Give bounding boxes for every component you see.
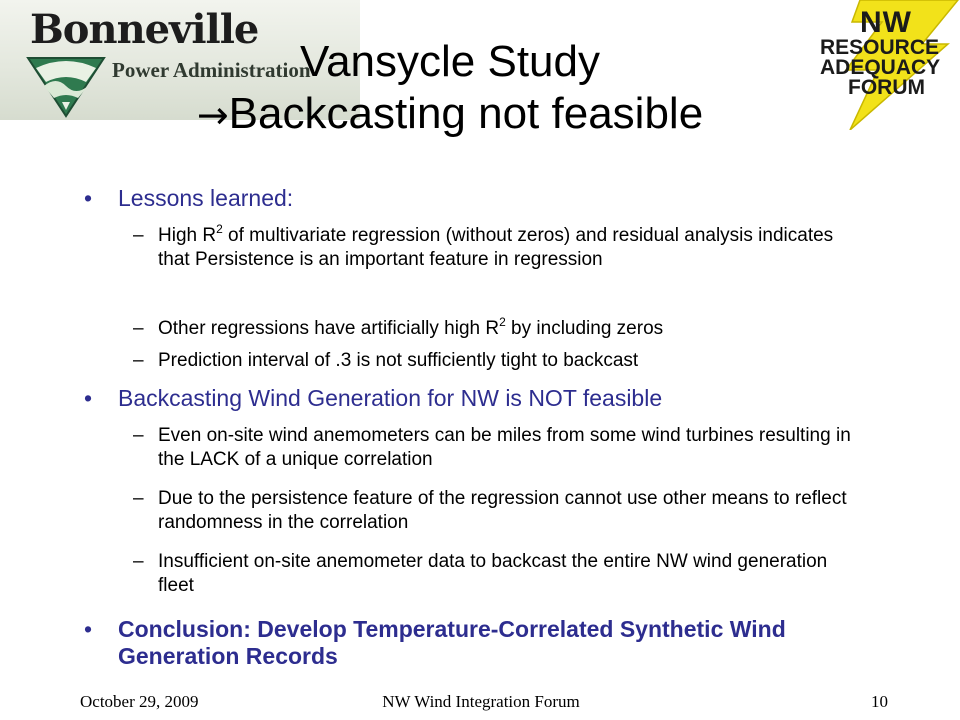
bullet-item [84, 185, 838, 212]
bullet-item [84, 385, 838, 412]
bpa-logo-subtitle: Power Administration [112, 58, 311, 82]
sub-item [133, 550, 863, 597]
sub-marker: – [133, 350, 144, 371]
sub-text: High $R^2$ of multivariate regression (without zeros) and residual analysis indicates that Persistence is an important feature in regression [158, 221, 834, 270]
sub-item [133, 487, 863, 534]
sub-marker: – [133, 551, 144, 572]
conclusion-text: Conclusion: Develop Temperature-Correlated Synthetic Wind Generation Records [118, 616, 786, 669]
sub-text: Even on-site wind anemometers can be miles from some wind turbines resulting in the LACK of a unique correlation [158, 425, 851, 470]
footer-date: October 29, 2009 [80, 692, 199, 711]
nwraf-logo-line3: ADEQUACY [820, 56, 941, 79]
nwraf-logo-line1: NW [860, 6, 912, 39]
bullet-text: Lessons learned: [118, 185, 294, 211]
sub-marker: – [133, 488, 144, 509]
sub-text: Due to the persistence feature of the regression cannot use other means to reflect randomness in the correlation [158, 488, 847, 533]
sub-text: Prediction interval of .3 is not sufficiently tight to backcast [158, 350, 639, 371]
bpa-logo-name: Bonneville [30, 6, 259, 53]
right-arrow-icon: → [196, 93, 229, 137]
nwraf-logo-line2: RESOURCE [820, 36, 940, 59]
bullet-item [84, 616, 858, 670]
sub-marker: – [133, 425, 144, 446]
nwraf-logo-line4: FORUM [848, 76, 925, 99]
sub-text: Insufficient on-site anemometer data to backcast the entire NW wind generation fleet [158, 551, 828, 596]
sub-item [133, 221, 863, 271]
slide-title-line1: Vansycle Study [299, 37, 600, 86]
slide-title-line2: Backcasting not feasible [228, 89, 704, 138]
footer-page-number: 10 [871, 692, 888, 711]
footer-event: NW Wind Integration Forum [382, 692, 580, 711]
bullet-marker: • [84, 616, 93, 642]
sub-item [133, 349, 863, 373]
sub-item [133, 314, 863, 341]
sub-item [133, 424, 863, 471]
bullet-marker: • [84, 185, 93, 211]
bullet-text: Backcasting Wind Generation for NW is NOT feasible [118, 385, 663, 411]
sub-marker: – [133, 225, 144, 246]
sub-marker: – [133, 318, 144, 339]
bullet-marker: • [84, 385, 93, 411]
sub-text: Other regressions have artificially high $R^2$ by including zeros [158, 314, 664, 339]
